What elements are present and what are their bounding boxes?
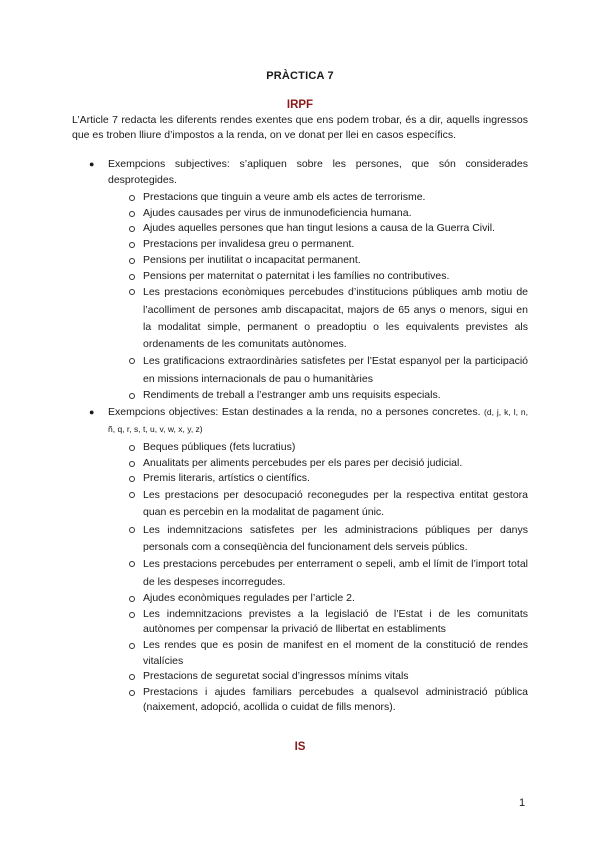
page-title: PRÀCTICA 7 bbox=[266, 70, 334, 82]
list-item bbox=[72, 638, 528, 669]
list-item-text: Premis literaris, artístics o científics. bbox=[143, 472, 310, 485]
list-item-text: Ajudes aquelles persones que han tingut lesions a causa de la Guerra Civil. bbox=[143, 222, 495, 235]
list-item bbox=[72, 253, 528, 269]
list-item bbox=[72, 190, 528, 206]
list-item-text: Les rendes que es posin de manifest en el moment de la constitució de rendes vitalícies bbox=[143, 639, 528, 667]
list-item-text: Les prestacions percebudes per enterrament o sepeli, amb el límit de l’import total de les despeses incorregudes. bbox=[143, 558, 528, 588]
list-item-text: Beques públiques (fets lucratius) bbox=[143, 441, 296, 453]
list-item bbox=[72, 440, 528, 456]
list-item-text: Prestacions que tinguin a veure amb els actes de terrorisme. bbox=[143, 191, 426, 203]
list-item-text: Rendiments de treball a l’estranger amb uns requisits especials. bbox=[143, 389, 441, 401]
circle-bullet-icon bbox=[129, 492, 135, 498]
list-item bbox=[72, 607, 528, 638]
list-item bbox=[72, 353, 528, 388]
circle-bullet-icon bbox=[129, 476, 135, 482]
objective-exemptions-bullet bbox=[72, 404, 528, 438]
circle-bullet-icon bbox=[129, 393, 135, 399]
list-item bbox=[72, 221, 528, 237]
list-item bbox=[72, 237, 528, 253]
list-item bbox=[72, 487, 528, 522]
list-item-text: Prestacions per invalidesa greu o permanent. bbox=[143, 238, 355, 251]
subjective-exemptions-list bbox=[72, 190, 528, 404]
page-number: 1 bbox=[519, 797, 526, 809]
list-item-text: Ajudes econòmiques regulades per l’article 2. bbox=[143, 592, 355, 605]
list-item-text: Les gratificacions extraordinàries satisfetes per l’Estat espanyol per la participació en missions internacionals de pau o humanitàries bbox=[143, 355, 528, 385]
circle-bullet-icon bbox=[129, 674, 135, 680]
circle-bullet-icon bbox=[129, 596, 135, 602]
objective-exemptions-label: Exempcions objectives: Estan destinades a la renda, no a persones concretes. bbox=[108, 406, 481, 418]
subjective-exemptions-bullet bbox=[72, 157, 528, 188]
circle-bullet-icon bbox=[129, 461, 135, 467]
list-item-text: Les indemnitzacions previstes a la legislació de l’Estat i de les comunitats autònomes per compensar la privació de llibertat en establiments bbox=[143, 607, 528, 636]
list-item bbox=[72, 269, 528, 285]
list-item-text: Les indemnitzacions satisfetes per les administracions públiques per danys personals com a conseqüència del funcionament dels serveis públics. bbox=[143, 523, 528, 553]
circle-bullet-icon bbox=[129, 226, 135, 232]
list-item bbox=[72, 669, 528, 685]
bullet-icon: ● bbox=[89, 159, 95, 169]
objective-exemptions-letters: (d, j, k, l, n, ñ, q, r, s, t, u, v, w, x, y, z) bbox=[108, 407, 528, 434]
circle-bullet-icon bbox=[129, 643, 135, 649]
bullet-icon: ● bbox=[89, 407, 95, 417]
list-item-text: Les prestacions per desocupació reconegudes per la respectiva entitat gestora quan es percebin en la modalitat de pagament únic. bbox=[143, 488, 528, 519]
list-item-text: Les prestacions econòmiques percebudes d’institucions públiques amb motiu de l’acolliment de persones amb discapacitat, majors de 65 anys o menors, sigui en la modalitat simple, permanent o preadoptiu o les equivalents previstes als ordenaments de les comunitats autònomes. bbox=[143, 286, 528, 351]
list-item bbox=[72, 685, 528, 716]
circle-bullet-icon bbox=[129, 690, 135, 696]
circle-bullet-icon bbox=[129, 289, 135, 295]
circle-bullet-icon bbox=[129, 358, 135, 364]
list-item bbox=[72, 388, 528, 404]
list-item-text: Pensions per maternitat o paternitat i les famílies no contributives. bbox=[143, 269, 450, 282]
list-item bbox=[72, 556, 528, 591]
circle-bullet-icon bbox=[129, 445, 135, 451]
list-item bbox=[72, 522, 528, 557]
list-item bbox=[72, 471, 528, 487]
circle-bullet-icon bbox=[129, 527, 135, 533]
list-item-text: Anualitats per aliments percebudes per els pares per decisió judicial. bbox=[143, 456, 463, 469]
irpf-heading: IRPF bbox=[286, 99, 314, 111]
list-item-text: Prestacions de seguretat social d’ingressos mínims vitals bbox=[143, 670, 409, 683]
list-item bbox=[72, 284, 528, 353]
circle-bullet-icon bbox=[129, 274, 135, 280]
list-item bbox=[72, 206, 528, 222]
is-heading: IS bbox=[294, 741, 306, 753]
list-item bbox=[72, 456, 528, 472]
circle-bullet-icon bbox=[129, 612, 135, 618]
list-item-text: Pensions per inutilitat o incapacitat permanent. bbox=[143, 253, 361, 266]
list-item-text: Prestacions i ajudes familiars percebudes a qualsevol administració pública (naixement, adopció, acollida o cuidat de fills menors). bbox=[143, 685, 528, 714]
subjective-exemptions-label: Exempcions subjectives: s’apliquen sobre les persones, que són considerades desprotegides. bbox=[108, 158, 528, 186]
circle-bullet-icon bbox=[129, 258, 135, 264]
objective-exemptions-list bbox=[72, 440, 528, 716]
circle-bullet-icon bbox=[129, 561, 135, 567]
irpf-intro-paragraph: L’Article 7 redacta les diferents rendes exentes que ens podem trobar, és a dir, aquells ingressos que es troben lliure d’impostos a la renda, on ve donat per llei en casos específics. bbox=[72, 114, 528, 141]
list-item bbox=[72, 591, 528, 607]
circle-bullet-icon bbox=[129, 195, 135, 201]
list-item-text: Ajudes causades per virus de inmunodeficiencia humana. bbox=[143, 206, 412, 219]
circle-bullet-icon bbox=[129, 242, 135, 248]
objective-exemptions-section bbox=[72, 404, 528, 716]
circle-bullet-icon bbox=[129, 211, 135, 217]
subjective-exemptions-section bbox=[72, 157, 528, 404]
